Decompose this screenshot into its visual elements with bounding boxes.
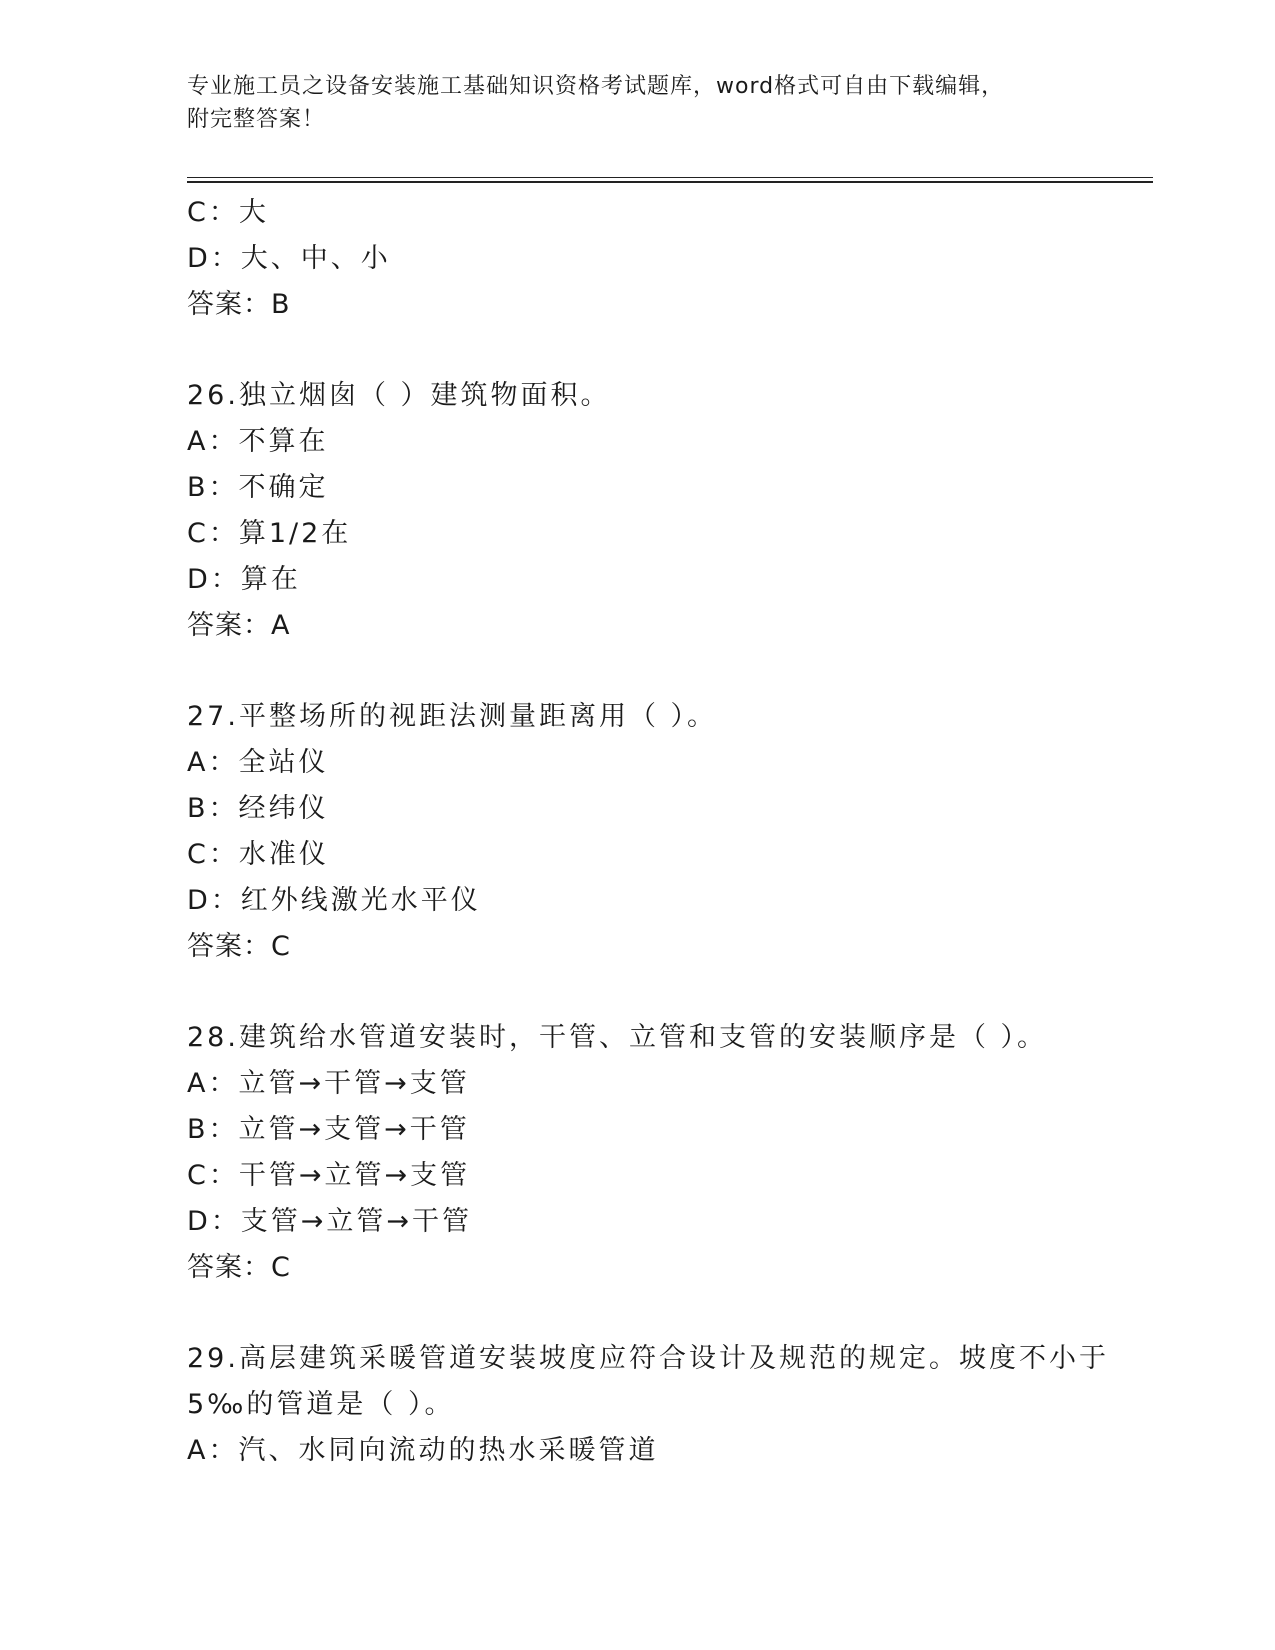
- question-27-option-a: A：全站仪: [187, 747, 329, 778]
- header-line-2: 附完整答案！: [187, 107, 326, 132]
- question-28-option-a: A：立管→干管→支管: [187, 1068, 470, 1099]
- header-line-1: 专业施工员之设备安装施工基础知识资格考试题库，word格式可自由下载编辑，: [187, 74, 1005, 99]
- question-27-answer: 答案：C: [187, 931, 291, 962]
- document-header: [187, 70, 1087, 136]
- question-27-option-c: C：水准仪: [187, 839, 329, 870]
- spacer: [187, 1291, 1147, 1336]
- option-c: C：大: [187, 197, 269, 228]
- question-27-option-d: D：红外线激光水平仪: [187, 885, 481, 916]
- option-d: D：大、中、小: [187, 243, 391, 274]
- question-28-option-b: B：立管→支管→干管: [187, 1114, 470, 1145]
- question-26-option-a: A：不算在: [187, 426, 329, 457]
- question-27-option-b: B：经纬仪: [187, 793, 329, 824]
- question-28-answer: 答案：C: [187, 1252, 291, 1283]
- question-26-option-c: C：算1/2在: [187, 518, 352, 549]
- question-26-option-d: D：算在: [187, 564, 301, 595]
- question-list: [187, 190, 1147, 1474]
- question-26-answer: 答案：A: [187, 610, 291, 641]
- spacer: [187, 649, 1147, 694]
- question-26-stem: 26.独立烟囱（ ）建筑物面积。: [187, 380, 611, 411]
- question-29-stem-line-2: 5‰的管道是（ ）。: [187, 1389, 455, 1420]
- question-29-option-a: A：汽、水同向流动的热水采暖管道: [187, 1435, 659, 1466]
- question-28-stem: 28.建筑给水管道安装时，干管、立管和支管的安装顺序是（ ）。: [187, 1022, 1048, 1053]
- spacer: [187, 328, 1147, 373]
- question-27-stem: 27.平整场所的视距法测量距离用（ ）。: [187, 701, 718, 732]
- answer-line: 答案：B: [187, 289, 291, 320]
- question-28-option-c: C：干管→立管→支管: [187, 1160, 471, 1191]
- spacer: [187, 970, 1147, 1015]
- question-28-option-d: D：支管→立管→干管: [187, 1206, 473, 1237]
- question-26-option-b: B：不确定: [187, 472, 329, 503]
- header-divider-thin: [187, 177, 1153, 178]
- header-divider-thick: [187, 181, 1153, 183]
- question-29-stem-line-1: 29.高层建筑采暖管道安装坡度应符合设计及规范的规定。坡度不小于: [187, 1343, 1109, 1374]
